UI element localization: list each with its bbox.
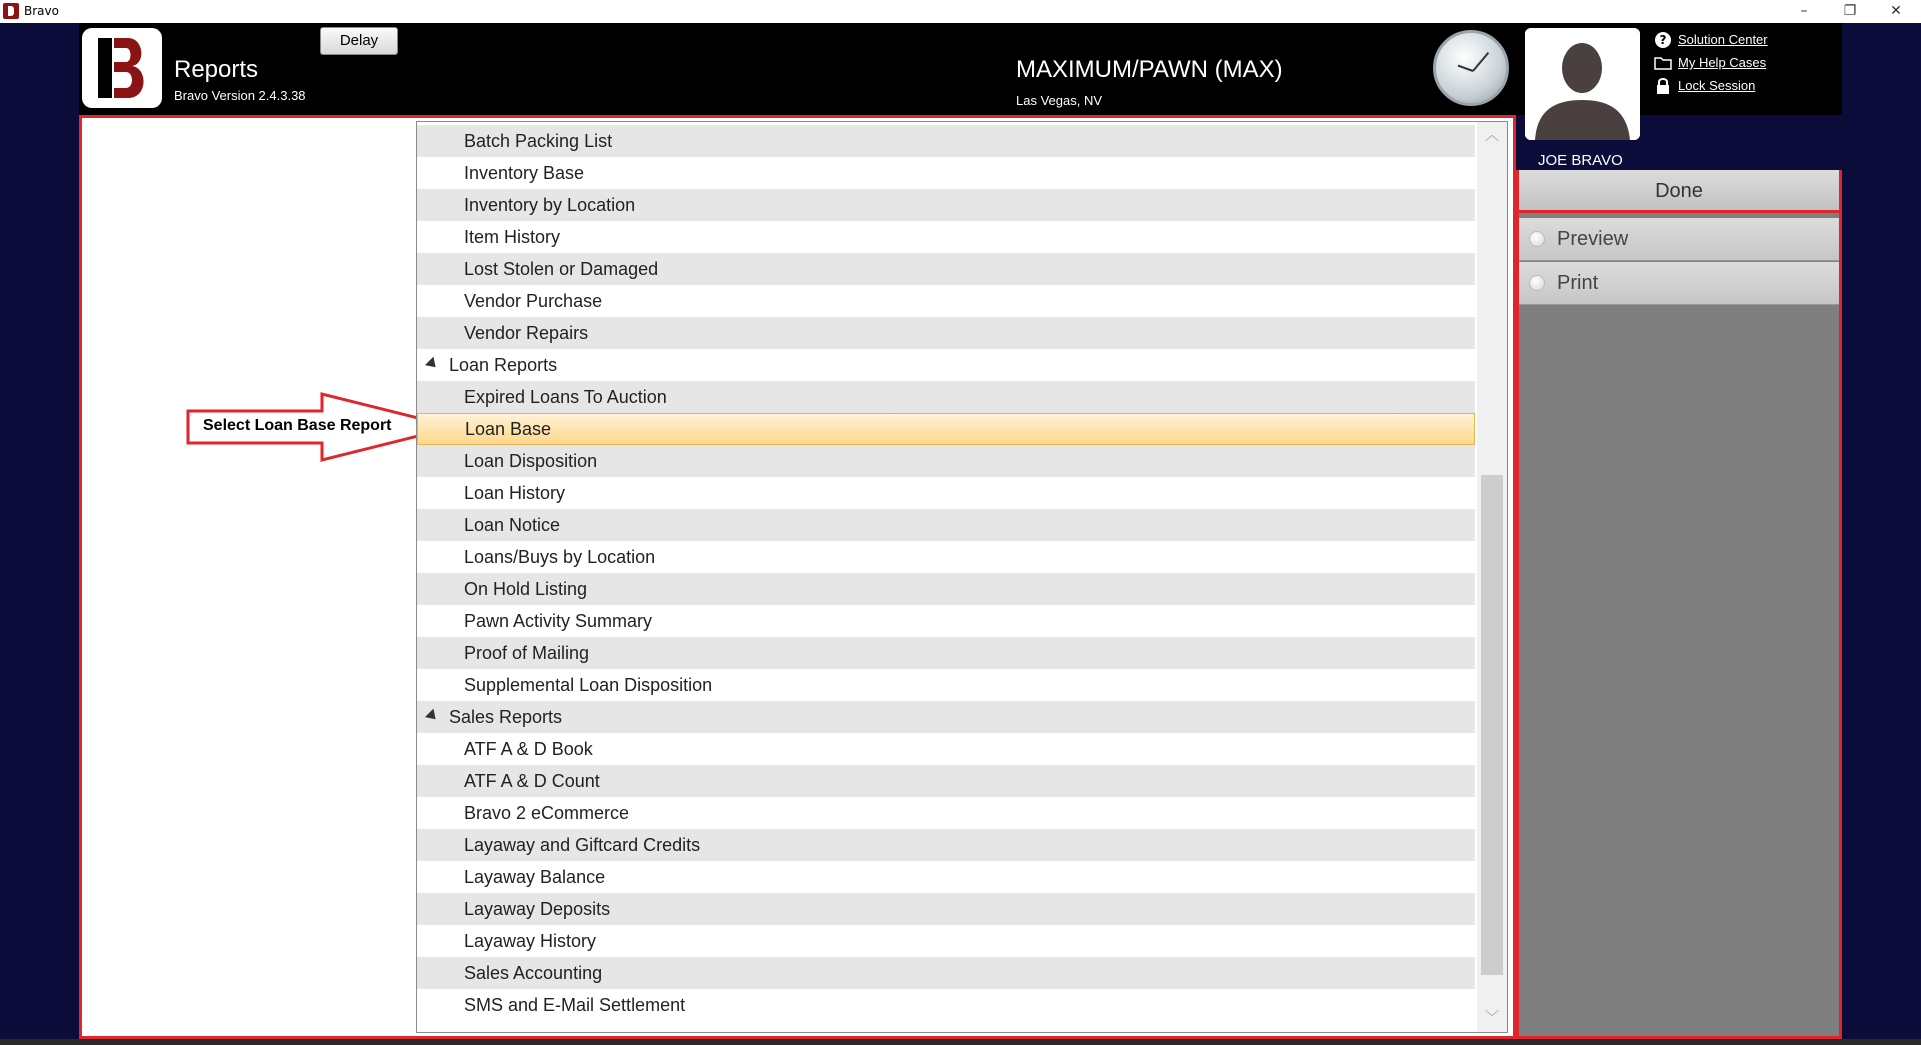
expand-triangle-icon[interactable] — [425, 708, 440, 723]
report-label: Proof of Mailing — [464, 642, 590, 663]
report-item[interactable] — [417, 317, 1475, 349]
lock-icon — [1654, 77, 1672, 95]
report-rows — [417, 125, 1475, 1021]
report-label: Inventory Base — [464, 162, 585, 183]
restore-button[interactable]: ❐ — [1843, 3, 1857, 19]
report-label: On Hold Listing — [464, 578, 588, 599]
report-item[interactable] — [417, 605, 1475, 637]
report-label: Expired Loans To Auction — [464, 386, 667, 407]
callout-text: Select Loan Base Report — [203, 417, 392, 434]
report-label: Vendor Purchase — [464, 290, 603, 311]
report-item[interactable] — [417, 765, 1475, 797]
preview-label: Preview — [1557, 227, 1629, 250]
report-item[interactable] — [417, 381, 1475, 413]
question-circle-icon — [1654, 31, 1672, 49]
help-links — [1654, 28, 1768, 97]
report-item[interactable] — [417, 157, 1475, 189]
app-icon — [3, 3, 19, 19]
report-label: Sales Accounting — [464, 962, 603, 983]
report-label: Loan Reports — [449, 354, 558, 375]
report-item[interactable] — [417, 669, 1475, 701]
avatar[interactable] — [1525, 28, 1640, 140]
taskbar-strip — [0, 1039, 1921, 1045]
my-help-cases-link[interactable] — [1654, 51, 1768, 74]
report-label: Loan Base — [465, 418, 552, 439]
report-label: Layaway History — [464, 930, 597, 951]
report-label: Layaway and Giftcard Credits — [464, 834, 701, 855]
report-label: Loan History — [464, 482, 566, 503]
expand-triangle-icon[interactable] — [425, 356, 440, 371]
report-item[interactable] — [417, 989, 1475, 1021]
report-label: Loans/Buys by Location — [464, 546, 656, 567]
svg-text:?: ? — [1659, 32, 1667, 47]
report-item[interactable] — [417, 861, 1475, 893]
window-title: Bravo — [24, 4, 59, 18]
vertical-scrollbar[interactable] — [1477, 122, 1507, 1032]
report-item[interactable] — [417, 285, 1475, 317]
preview-radio[interactable] — [1529, 231, 1545, 247]
lock-session-label: Lock Session — [1678, 78, 1756, 93]
report-label: ATF A & D Book — [464, 738, 593, 759]
report-item[interactable] — [417, 573, 1475, 605]
window-title-bar — [0, 0, 1921, 23]
report-item[interactable] — [417, 893, 1475, 925]
report-label: ATF A & D Count — [464, 770, 600, 791]
report-item[interactable] — [417, 221, 1475, 253]
bravo-logo-icon — [92, 36, 152, 100]
minimize-button[interactable]: – — [1800, 3, 1808, 19]
report-label: Layaway Balance — [464, 866, 606, 887]
my-help-cases-label: My Help Cases — [1678, 55, 1767, 70]
report-item[interactable] — [417, 189, 1475, 221]
report-item[interactable] — [417, 541, 1475, 573]
report-label: Item History — [464, 226, 561, 247]
bravo-logo — [82, 28, 162, 108]
report-category[interactable] — [417, 701, 1475, 733]
report-item[interactable] — [417, 509, 1475, 541]
scroll-up-icon[interactable]: ︿ — [1485, 128, 1499, 144]
report-item[interactable] — [417, 445, 1475, 477]
report-label: Pawn Activity Summary — [464, 610, 653, 631]
clock-icon — [1433, 30, 1509, 106]
report-item[interactable] — [417, 477, 1475, 509]
report-item[interactable] — [417, 733, 1475, 765]
solution-center-link[interactable] — [1654, 28, 1768, 51]
scroll-down-icon[interactable]: ﹀ — [1485, 1010, 1499, 1026]
report-item[interactable] — [417, 125, 1475, 157]
delay-button[interactable]: Delay — [320, 27, 398, 55]
preview-option[interactable] — [1519, 218, 1839, 261]
report-item[interactable] — [417, 829, 1475, 861]
close-button[interactable]: ✕ — [1890, 3, 1902, 19]
app-version: Bravo Version 2.4.3.38 — [174, 88, 306, 103]
report-label: Loan Disposition — [464, 450, 598, 471]
print-label: Print — [1557, 271, 1599, 294]
store-name: MAXIMUM/PAWN (MAX) — [1016, 56, 1283, 83]
report-label: Sales Reports — [449, 706, 563, 727]
report-label: Layaway Deposits — [464, 898, 611, 919]
report-item[interactable] — [417, 413, 1475, 445]
report-label: SMS and E-Mail Settlement — [464, 994, 686, 1015]
report-label: Vendor Repairs — [464, 322, 589, 343]
report-item[interactable] — [417, 957, 1475, 989]
solution-center-label: Solution Center — [1678, 32, 1768, 47]
report-label: Bravo 2 eCommerce — [464, 802, 630, 823]
lock-session-link[interactable] — [1654, 74, 1768, 97]
report-item[interactable] — [417, 253, 1475, 285]
folder-icon — [1654, 54, 1672, 72]
done-button[interactable]: Done — [1519, 170, 1839, 213]
report-category[interactable] — [417, 349, 1475, 381]
print-option[interactable] — [1519, 262, 1839, 305]
report-label: Inventory by Location — [464, 194, 636, 215]
print-radio[interactable] — [1529, 275, 1545, 291]
report-list — [416, 121, 1508, 1033]
report-label: Lost Stolen or Damaged — [464, 258, 659, 279]
report-item[interactable] — [417, 797, 1475, 829]
report-item[interactable] — [417, 925, 1475, 957]
report-label: Supplemental Loan Disposition — [464, 674, 713, 695]
page-title: Reports — [174, 56, 259, 83]
scroll-thumb[interactable] — [1481, 475, 1503, 975]
report-label: Batch Packing List — [464, 130, 613, 151]
user-silhouette-icon — [1525, 28, 1640, 140]
store-location: Las Vegas, NV — [1016, 93, 1102, 108]
user-name: JOE BRAVO — [1538, 152, 1623, 169]
report-item[interactable] — [417, 637, 1475, 669]
report-label: Loan Notice — [464, 514, 561, 535]
